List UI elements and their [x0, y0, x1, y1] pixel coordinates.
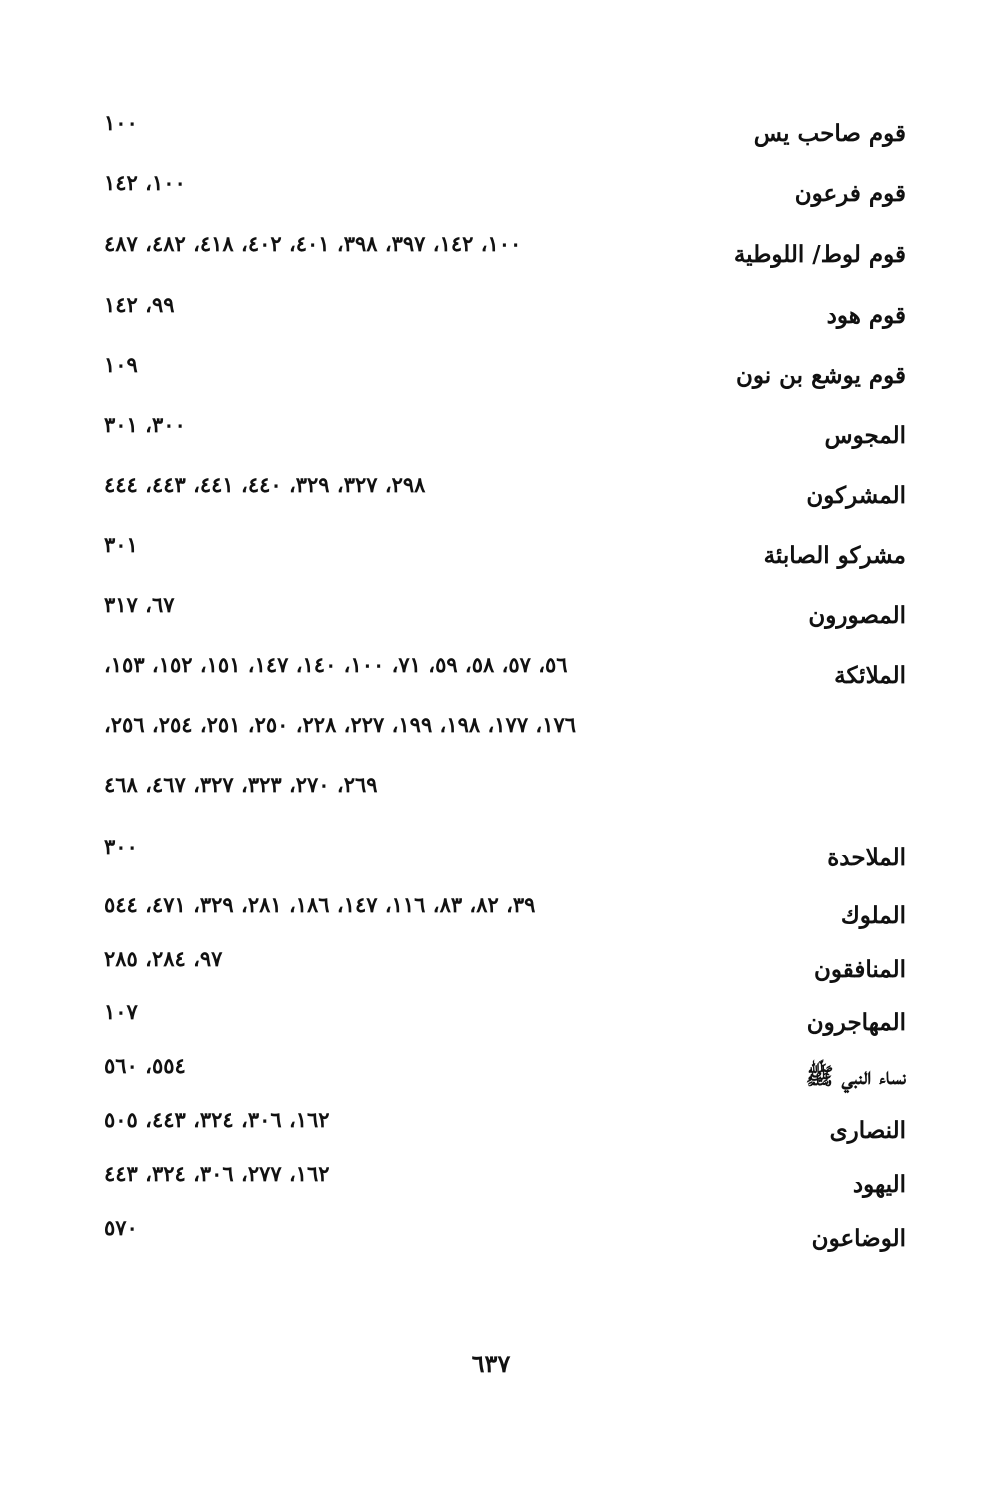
index-entry	[100, 997, 906, 1051]
page-number: ٦٣٧	[471, 1349, 511, 1378]
entry-page-refs: ١٠٩	[104, 352, 138, 377]
entry-term: الوضاعون	[811, 1225, 906, 1252]
entry-term: المصورون	[808, 602, 906, 629]
entry-page-refs: ٥٧٠	[104, 1215, 138, 1240]
index-entry	[100, 650, 906, 710]
index-entry	[100, 108, 906, 168]
index-entry	[100, 590, 906, 650]
index-entry	[100, 229, 906, 290]
index-entry	[100, 350, 906, 410]
entry-page-refs: ٦٧، ٣١٧	[104, 592, 175, 617]
entry-page-refs: ١٧٦، ١٧٧، ١٩٨، ١٩٩، ٢٢٧، ٢٢٨، ٢٥٠، ٢٥١، ٢٥٤، ٢٥٦،	[104, 712, 577, 737]
entry-term: مشركو الصابئة	[763, 542, 906, 569]
entry-page-refs: ٩٩، ١٤٢	[104, 292, 175, 317]
entry-page-refs: ٣٠٠	[104, 834, 138, 859]
entry-page-refs: ٥٦، ٥٧، ٥٨، ٥٩، ٧١، ١٠٠، ١٤٠، ١٤٧، ١٥١، ١٥٢، ١٥٣،	[104, 652, 568, 677]
entry-term: المنافقون	[813, 956, 906, 983]
entry-term: قوم هود	[826, 302, 906, 329]
index-entry	[100, 168, 906, 229]
entry-term: المشركون	[806, 482, 906, 509]
index-entry	[100, 1213, 906, 1267]
entry-term: نساء النبي ﷺ	[805, 1063, 906, 1090]
entry-term: الملوك	[840, 902, 906, 929]
index-entry	[100, 470, 906, 530]
entry-term: الملائكة	[834, 662, 906, 689]
entry-page-refs: ١٦٢، ٢٧٧، ٣٠٦، ٣٢٤، ٤٤٣	[104, 1161, 330, 1186]
entry-term: اليهود	[852, 1171, 906, 1198]
index-entry	[100, 832, 906, 890]
entry-term: قوم فرعون	[794, 180, 906, 207]
index-entry	[100, 944, 906, 997]
index-entry	[100, 890, 906, 944]
entry-page-refs: ١٠٧	[104, 999, 138, 1024]
entry-term: الملاحدة	[827, 844, 906, 871]
index-entry	[100, 410, 906, 470]
entry-term: المهاجرون	[806, 1009, 906, 1036]
index-entry-continuation	[100, 710, 906, 770]
entry-page-refs: ٣٩، ٨٢، ٨٣، ١١٦، ١٤٧، ١٨٦، ٢٨١، ٣٢٩، ٤٧١، ٥٤٤	[104, 892, 536, 917]
entry-page-refs: ٥٥٤، ٥٦٠	[104, 1053, 186, 1078]
entry-term: قوم يوشع بن نون	[735, 362, 906, 389]
index-list	[100, 108, 906, 1267]
index-entry	[100, 1051, 906, 1105]
entry-page-refs: ١٠٠	[104, 110, 138, 135]
entry-term: قوم لوط/ اللوطية	[733, 241, 906, 268]
entry-term: قوم صاحب يس	[753, 120, 906, 147]
entry-page-refs: ٢٩٨، ٣٢٧، ٣٢٩، ٤٤٠، ٤٤١، ٤٤٣، ٤٤٤	[104, 472, 426, 497]
entry-page-refs: ٩٧، ٢٨٤، ٢٨٥	[104, 946, 223, 971]
entry-term: النصارى	[829, 1117, 906, 1144]
entry-page-refs: ١٦٢، ٣٠٦، ٣٢٤، ٤٤٣، ٥٠٥	[104, 1107, 330, 1132]
entry-page-refs: ١٠٠، ١٤٢، ٣٩٧، ٣٩٨، ٤٠١، ٤٠٢، ٤١٨، ٤٨٢، ٤٨٧	[104, 231, 522, 256]
entry-page-refs: ٣٠١	[104, 532, 138, 557]
entry-term: المجوس	[824, 422, 906, 449]
entry-page-refs: ١٠٠، ١٤٢	[104, 170, 186, 195]
entry-page-refs: ٣٠٠، ٣٠١	[104, 412, 186, 437]
index-entry	[100, 1159, 906, 1213]
index-entry	[100, 530, 906, 590]
index-entry-continuation	[100, 770, 906, 832]
index-entry	[100, 290, 906, 350]
entry-page-refs: ٢٦٩، ٢٧٠، ٣٢٣، ٣٢٧، ٤٦٧، ٤٦٨	[104, 772, 378, 797]
index-entry	[100, 1105, 906, 1159]
